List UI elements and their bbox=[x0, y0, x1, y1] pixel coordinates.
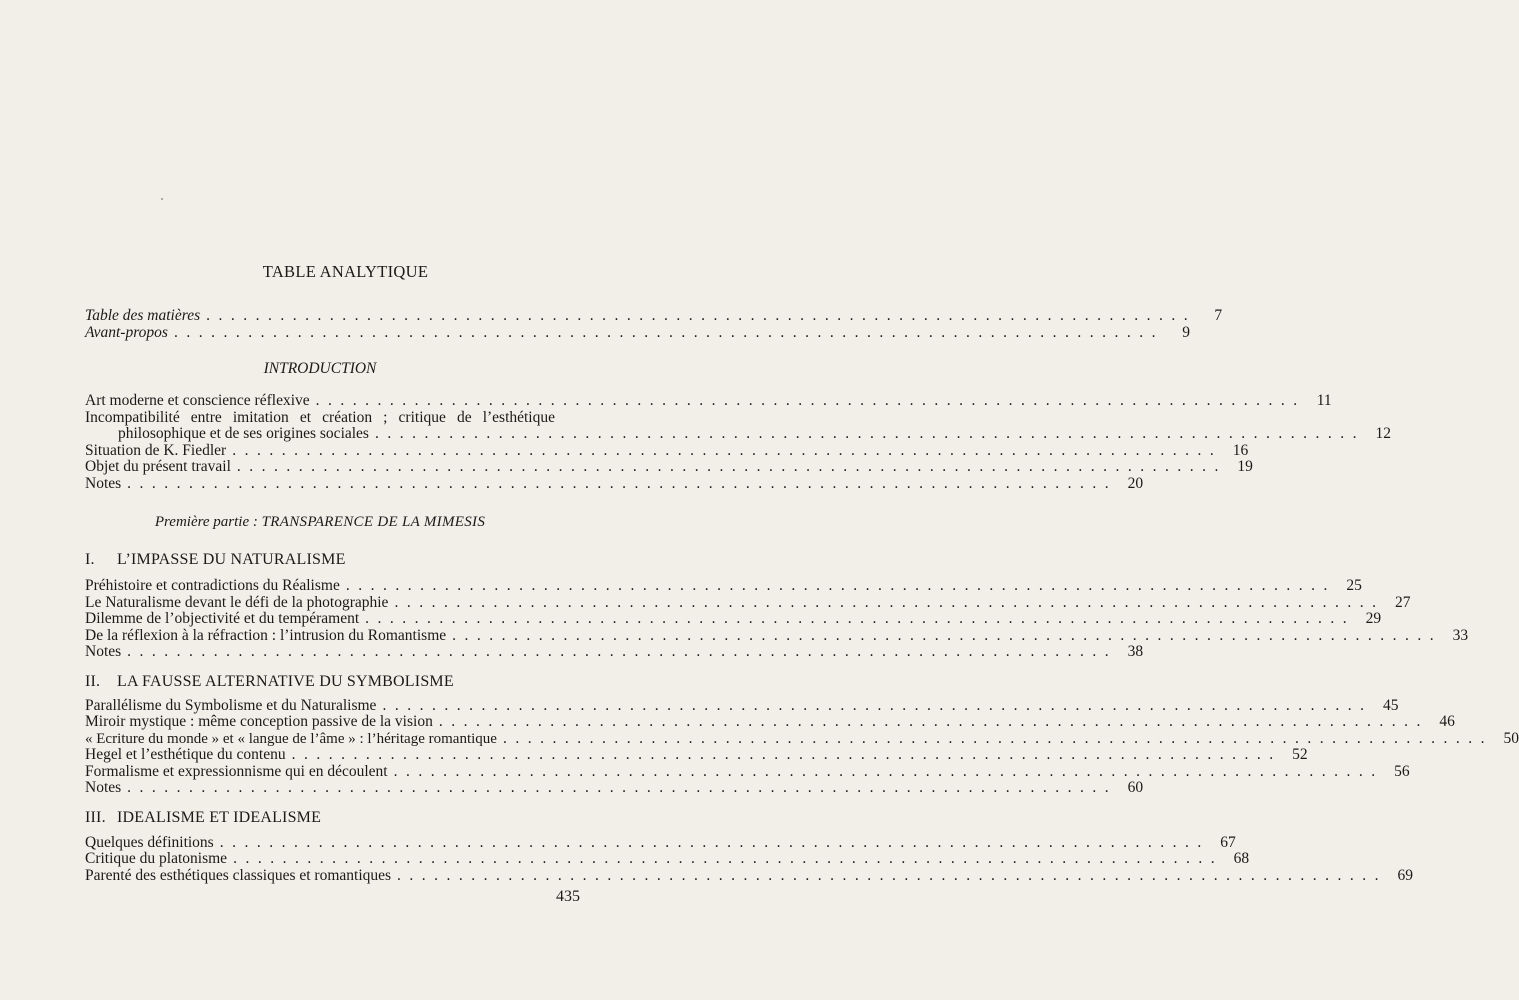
toc-entry bbox=[85, 696, 1399, 715]
entry-text: Table des matières bbox=[85, 307, 201, 324]
entry-page: 25 bbox=[1346, 577, 1362, 594]
chapter-number: I. bbox=[85, 551, 95, 568]
chapter-heading bbox=[85, 809, 555, 827]
toc-entry bbox=[85, 392, 1332, 410]
entry-page: 45 bbox=[1382, 696, 1399, 714]
entry-text: Critique du platonisme bbox=[85, 850, 228, 867]
toc-entry bbox=[85, 458, 1253, 476]
introduction-entries bbox=[85, 392, 1391, 492]
table-of-contents bbox=[85, 307, 1519, 884]
chapter-heading bbox=[85, 673, 555, 691]
entry-page: 16 bbox=[1232, 441, 1249, 459]
entry-text: Miroir mystique : même conception passive de la vision bbox=[85, 713, 433, 730]
toc-entry bbox=[85, 474, 1144, 493]
entry-page: 9 bbox=[1182, 323, 1190, 341]
entry-page: 7 bbox=[1214, 307, 1223, 324]
entry-page: 68 bbox=[1233, 850, 1250, 867]
dot-leader: ................................................................................ bbox=[315, 392, 1306, 409]
part-name: TRANSPARENCE DE LA MIMESIS bbox=[261, 514, 486, 530]
entry-text: Dilemme de l’objectivité et du tempérament bbox=[85, 610, 360, 627]
chapter-number: II. bbox=[85, 672, 101, 690]
entry-text-line1: Incompatibilité entre imitation et création ; critique de l’esthétique bbox=[85, 408, 555, 426]
chapter-entries bbox=[85, 696, 1519, 797]
toc-entry bbox=[85, 643, 1144, 661]
toc-entry bbox=[85, 729, 1519, 748]
section-heading-text: INTRODUCTION bbox=[263, 360, 377, 377]
entry-text-line2: philosophique et de ses origines sociales bbox=[118, 425, 369, 442]
entry-page: 60 bbox=[1127, 779, 1144, 796]
dot-leader: ................................................................................ bbox=[232, 441, 1223, 459]
entry-text: De la réflexion à la réfraction : l’intrusion du Romantisme bbox=[85, 626, 447, 644]
toc-entry bbox=[85, 577, 1362, 595]
dot-leader: ................................................................................ bbox=[206, 307, 1197, 324]
dot-leader: ................................................................................ bbox=[397, 866, 1388, 884]
chapter-entries bbox=[85, 577, 1469, 661]
entry-text: Notes bbox=[85, 474, 122, 492]
dot-leader: ................................................................................ bbox=[233, 850, 1224, 867]
entry-page: 67 bbox=[1220, 833, 1236, 851]
entry-text: Formalisme et expressionnisme qui en découlent bbox=[85, 762, 388, 780]
toc-entry bbox=[85, 746, 1308, 764]
toc-entry bbox=[85, 323, 1190, 342]
dot-leader: ................................................................................ bbox=[173, 323, 1164, 341]
entry-text: Quelques définitions bbox=[85, 833, 214, 851]
entry-text: « Ecriture du monde » et « langue de l’âme » : l’héritage romantique bbox=[85, 730, 497, 747]
paper-speck bbox=[161, 198, 163, 200]
dot-leader: ................................................................................ bbox=[394, 593, 1385, 611]
dot-leader: ................................................................................ bbox=[127, 643, 1118, 660]
chapter-title: LA FAUSSE ALTERNATIVE DU SYMBOLISME bbox=[117, 672, 454, 690]
toc-entry bbox=[85, 779, 1144, 797]
entry-text: Situation de K. Fiedler bbox=[85, 441, 227, 459]
entry-page: 52 bbox=[1292, 746, 1308, 763]
chapter-title: L’IMPASSE DU NATURALISME bbox=[117, 551, 346, 568]
toc-entry bbox=[85, 441, 1249, 460]
entry-text: Parallélisme du Symbolisme et du Naturalisme bbox=[85, 696, 377, 714]
part-heading bbox=[85, 513, 555, 531]
dot-leader: ................................................................................ bbox=[374, 425, 1365, 442]
dot-leader: ................................................................................ bbox=[236, 458, 1227, 475]
chapter-number: III. bbox=[85, 808, 106, 826]
entry-page: 38 bbox=[1127, 643, 1144, 660]
entry-text: Hegel et l’esthétique du contenu bbox=[85, 746, 286, 763]
entry-page: 27 bbox=[1394, 593, 1411, 611]
toc-entry bbox=[85, 866, 1414, 885]
section-heading-introduction bbox=[85, 360, 555, 378]
toc-entry bbox=[85, 713, 1455, 731]
dot-leader: ................................................................................ bbox=[438, 713, 1429, 730]
entry-page: 20 bbox=[1127, 474, 1144, 492]
dot-leader: ................................................................................ bbox=[127, 474, 1118, 492]
toc-entry bbox=[85, 762, 1410, 781]
toc-entry bbox=[85, 610, 1382, 628]
page-title: TABLE ANALYTIQUE bbox=[262, 262, 429, 281]
entry-page: 11 bbox=[1316, 392, 1332, 409]
entry-text: Avant-propos bbox=[85, 323, 168, 341]
entry-text: Parenté des esthétiques classiques et romantiques bbox=[85, 866, 392, 884]
chapter-title: IDEALISME ET IDEALISME bbox=[117, 808, 322, 826]
dot-leader: ................................................................................ bbox=[127, 779, 1118, 796]
front-matter bbox=[85, 307, 1223, 341]
entry-page: 69 bbox=[1397, 866, 1414, 884]
chapter-heading bbox=[85, 551, 555, 569]
toc-entry bbox=[85, 593, 1411, 612]
toc-entry bbox=[85, 833, 1236, 852]
entry-page: 29 bbox=[1365, 610, 1382, 627]
entry-text: Le Naturalisme devant le défi de la photographie bbox=[85, 593, 389, 611]
dot-leader: ................................................................................ bbox=[219, 833, 1210, 851]
dot-leader: ................................................................................ bbox=[382, 696, 1373, 714]
toc-entry bbox=[85, 626, 1469, 645]
dot-leader: ................................................................................ bbox=[393, 762, 1384, 780]
dot-leader: ................................................................................ bbox=[502, 729, 1493, 747]
toc-entry bbox=[85, 307, 1223, 325]
toc-entry-continued bbox=[85, 425, 1391, 443]
entry-page: 50 bbox=[1503, 729, 1519, 747]
dot-leader: ................................................................................ bbox=[345, 577, 1336, 594]
dot-leader: ................................................................................ bbox=[452, 626, 1443, 644]
dot-leader: ................................................................................ bbox=[365, 610, 1356, 627]
part-label: Première partie : bbox=[154, 514, 258, 530]
dot-leader: ................................................................................ bbox=[291, 746, 1282, 763]
entry-page: 56 bbox=[1394, 762, 1410, 780]
entry-page: 19 bbox=[1237, 458, 1253, 475]
entry-page: 12 bbox=[1375, 425, 1391, 442]
entry-text: Notes bbox=[85, 779, 122, 796]
entry-text: Art moderne et conscience réflexive bbox=[85, 392, 310, 409]
entry-text: Objet du présent travail bbox=[85, 458, 231, 475]
toc-entry bbox=[85, 850, 1250, 868]
entry-text: Notes bbox=[85, 643, 122, 660]
entry-page: 33 bbox=[1452, 626, 1469, 644]
entry-text: Préhistoire et contradictions du Réalisme bbox=[85, 577, 340, 594]
page-number: 435 bbox=[556, 888, 580, 905]
entry-page: 46 bbox=[1439, 713, 1455, 730]
chapter-entries bbox=[85, 833, 1414, 885]
